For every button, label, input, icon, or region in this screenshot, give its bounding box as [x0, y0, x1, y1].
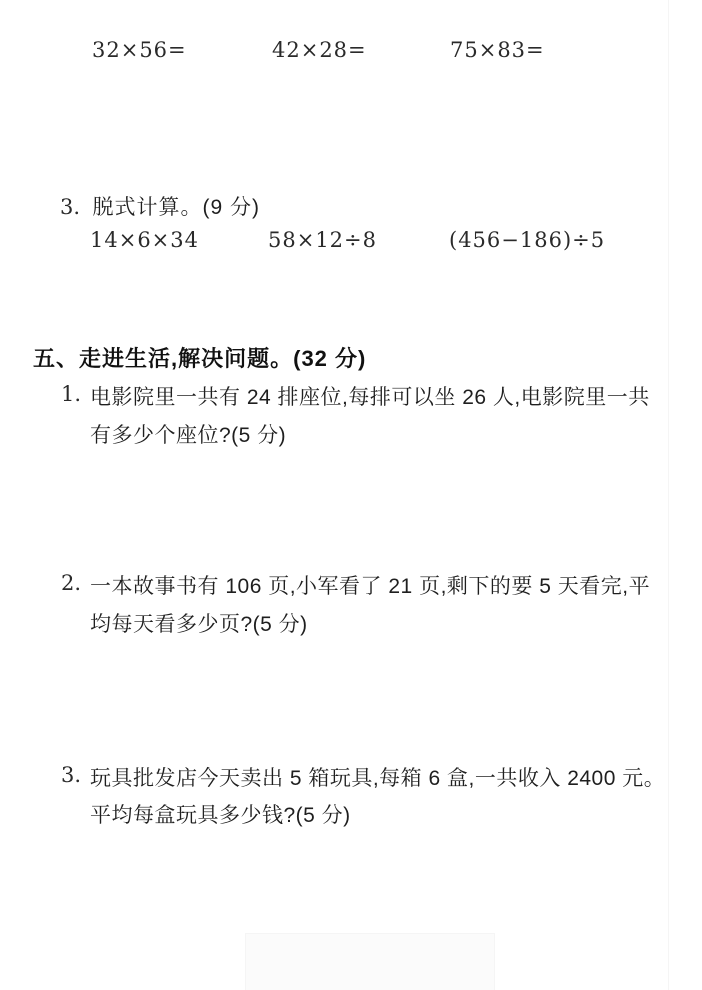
oral-calc-expression-3: 75×83= — [450, 38, 545, 62]
written-calc-expression-3: (456−186)÷5 — [449, 228, 606, 252]
written-calc-expression-1: 14×6×34 — [90, 228, 199, 252]
scan-seam-line — [668, 0, 669, 990]
problem-3-line-1: 玩具批发店今天卖出 5 箱玩具,每箱 6 盒,一共收入 2400 元。 — [90, 767, 666, 790]
problem-2-line-1: 一本故事书有 106 页,小军看了 21 页,剩下的要 5 天看完,平 — [90, 575, 651, 598]
written-calc-heading — [60, 191, 260, 221]
written-calc-expression-2: 58×12÷8 — [268, 228, 377, 252]
scan-shadow-rect — [245, 933, 495, 990]
written-calc-title: 脱式计算。(9 分) — [92, 196, 260, 219]
problem-1-line-2: 有多少个座位?(5 分) — [90, 424, 287, 447]
problem-2-number: 2. — [61, 571, 82, 595]
problem-1-line-1: 电影院里一共有 24 排座位,每排可以坐 26 人,电影院里一共 — [90, 386, 650, 409]
problem-3-line-2: 平均每盒玩具多少钱?(5 分) — [90, 804, 351, 827]
oral-calc-expression-2: 42×28= — [272, 38, 367, 62]
oral-calc-expression-1: 32×56= — [92, 38, 187, 62]
problem-1-number: 1. — [61, 382, 82, 406]
written-calc-number: 3. — [60, 195, 81, 219]
problem-2-line-2: 均每天看多少页?(5 分) — [90, 613, 308, 636]
section-five-heading: 五、走进生活,解决问题。(32 分) — [33, 346, 367, 371]
problem-3-number: 3. — [61, 763, 82, 787]
